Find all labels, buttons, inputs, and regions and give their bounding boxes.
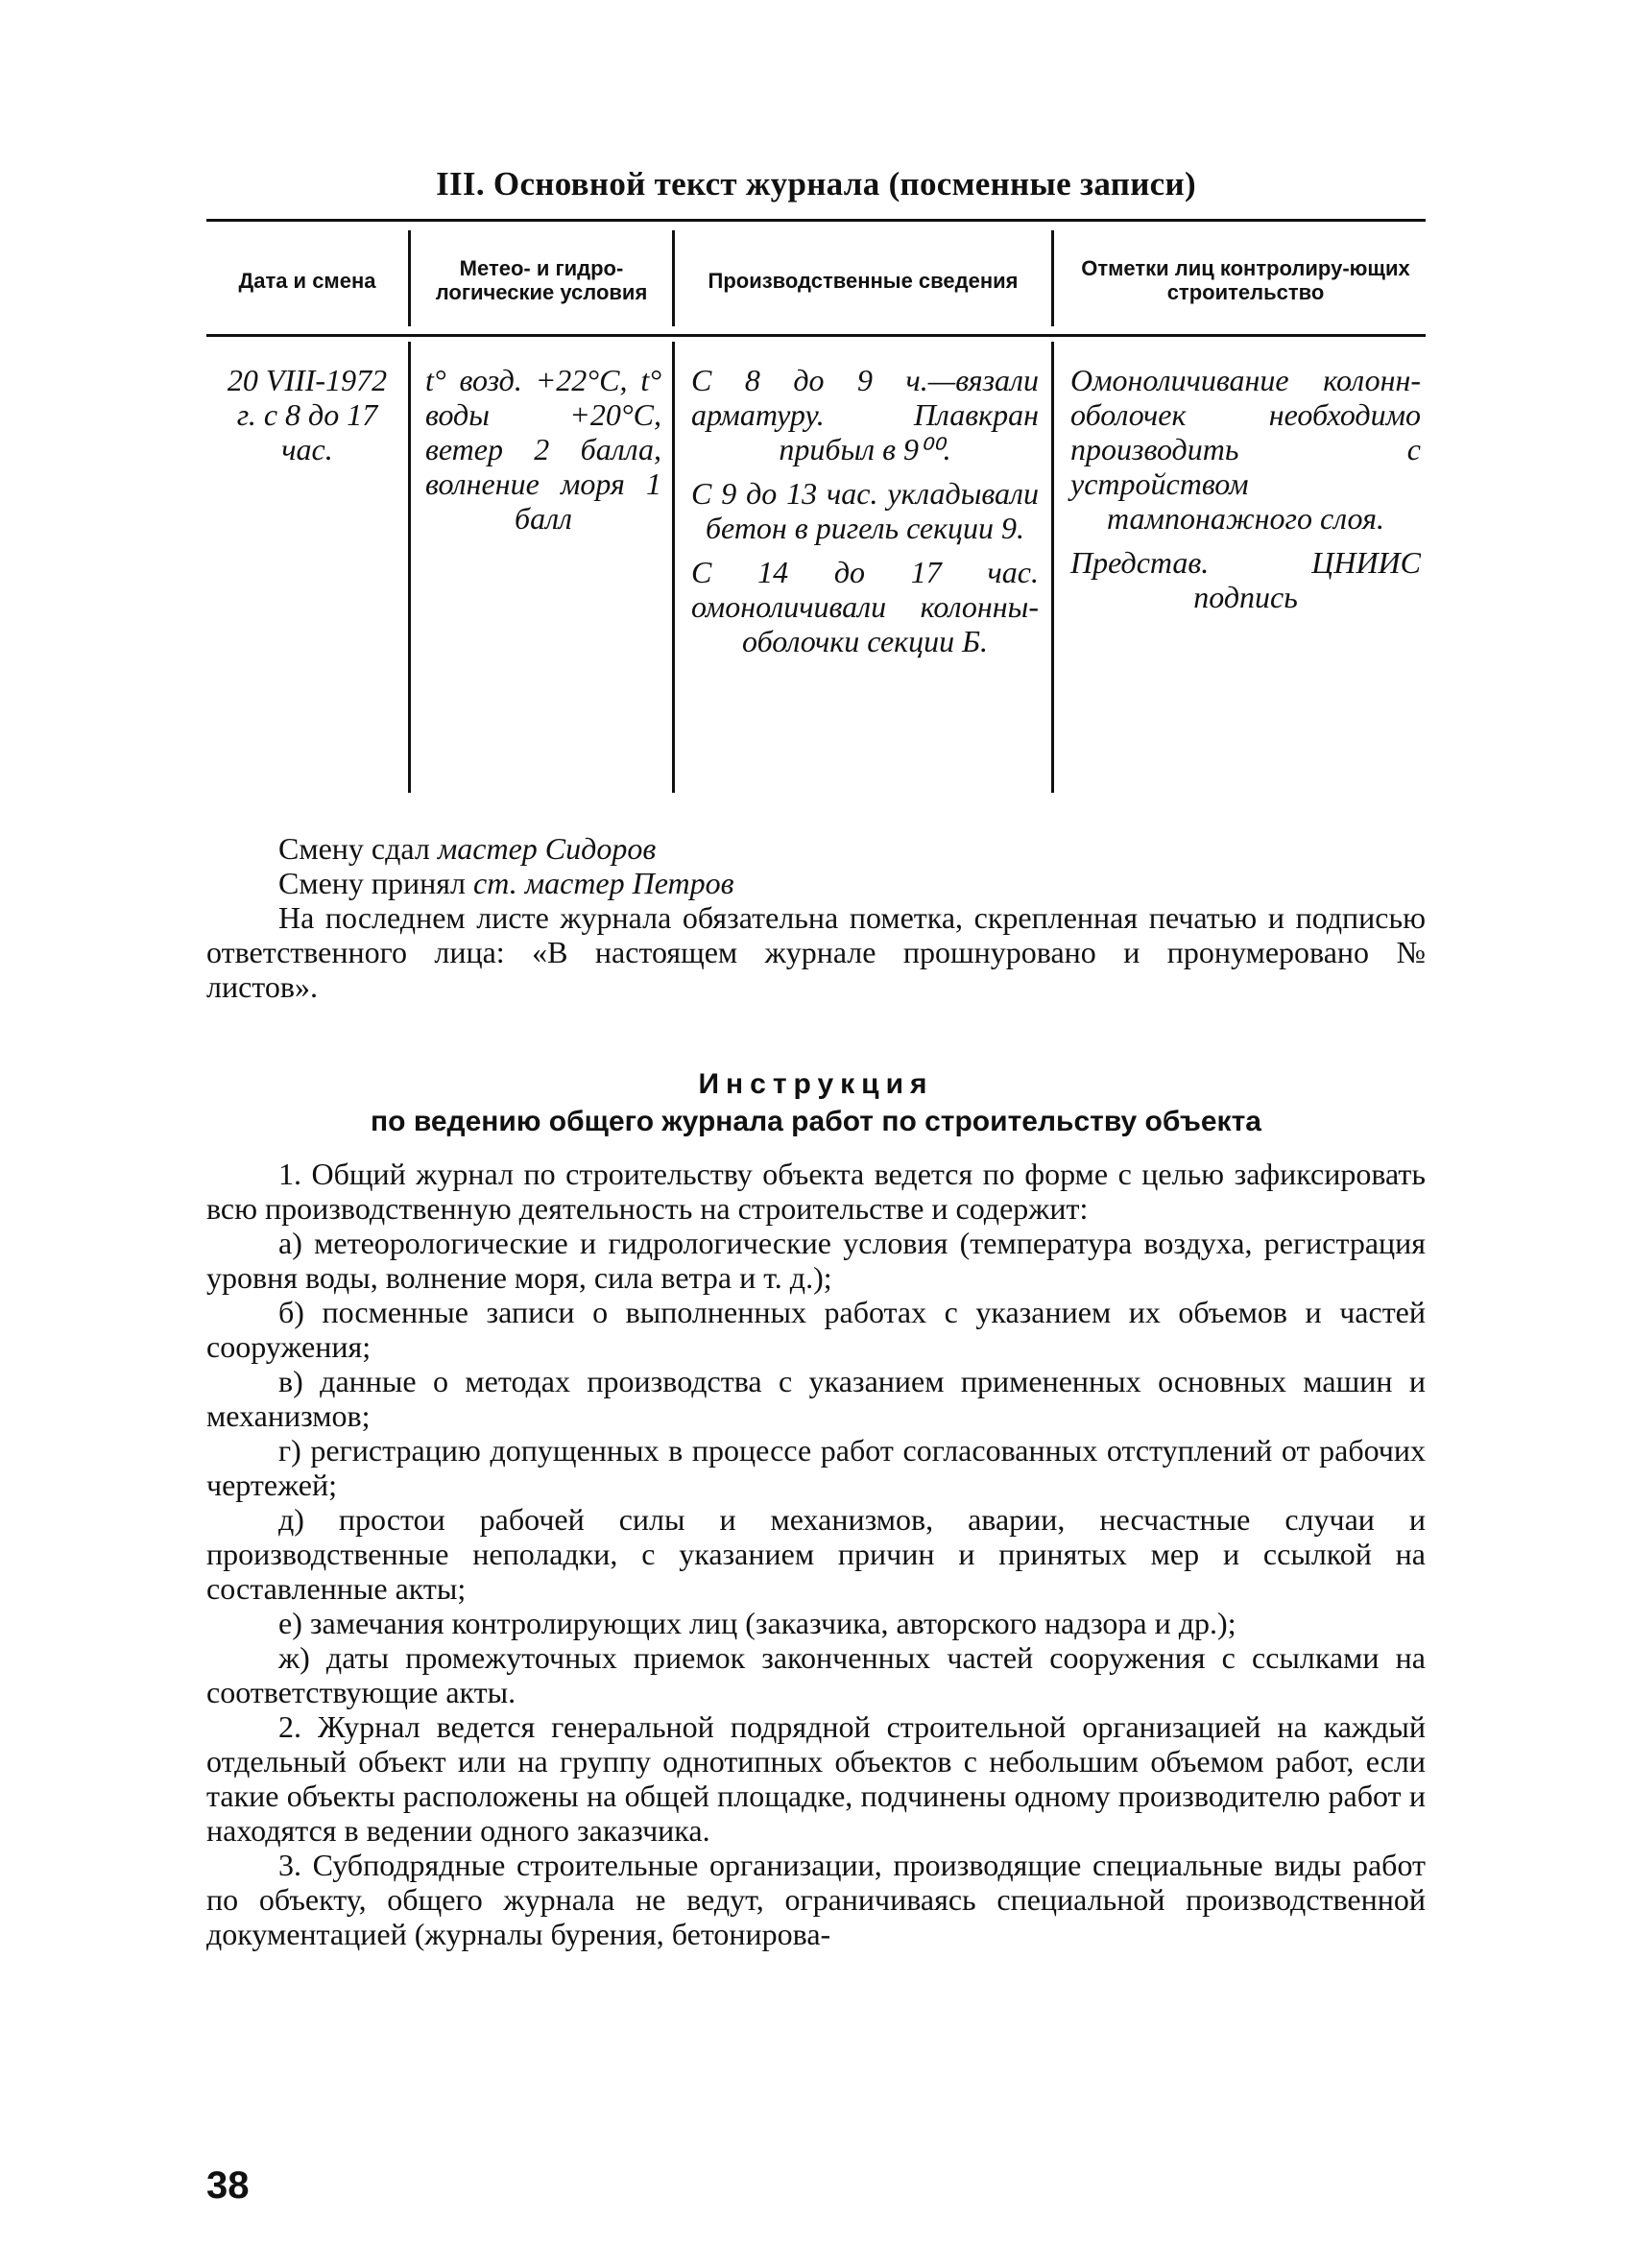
instruction-title: Инструкция [698, 1068, 934, 1100]
header-date-shift: Дата и смена [238, 268, 376, 293]
instruction-item: е) замечания контролирующих лиц (заказчика, авторского надзора и др.); [278, 1606, 1236, 1640]
instruction-item: а) метеорологические и гидрологические условия (температура воздуха, регистрация уровня воды, волнение моря, сила ветра и т. д.); [206, 1226, 1426, 1295]
header-meteo-conditions: Метео- и гидро-логические условия [435, 256, 648, 304]
production-entry: С 9 до 13 час. укладывали бетон в ригель секции 9. [691, 476, 1039, 545]
instruction-body [206, 1157, 1426, 1951]
column-divider [1051, 342, 1054, 793]
instruction-item: г) регистрацию допущенных в процессе работ согласованных отступлений от рабочих чертежей; [206, 1433, 1426, 1502]
cell-control-notes [1070, 363, 1421, 624]
cell-date-shift: 20 VIII-1972 г. с 8 до 17 час. [227, 363, 388, 466]
page-number: 38 [206, 2164, 250, 2207]
shift-accepted-by: ст. мастер Петров [472, 866, 734, 900]
instruction-paragraph: 2. Журнал ведется генеральной подрядной строительной организацией на каждый отдельный объект или на группу однотипных объектов с небольшим объемом работ, если такие объекты расположены на общей площадке, подчинены одному производителю работ и находятся в ведении одного заказчика. [206, 1709, 1426, 1848]
shift-accepted-label: Смену принял [278, 866, 466, 900]
control-signature: Представ. ЦНИИС подпись [1070, 545, 1421, 614]
header-production-info: Производственные сведения [708, 268, 1019, 293]
shift-handed-label: Смену сдал [278, 831, 430, 866]
section-title: III. Основной текст журнала (посменные записи) [436, 165, 1196, 203]
instruction-paragraph: 1. Общий журнал по строительству объекта ведется по форме с целью зафиксировать всю производственную деятельность на строительстве и содержит: [206, 1157, 1426, 1226]
instruction-subtitle: по ведению общего журнала работ по строительству объекта [371, 1106, 1261, 1137]
table-top-rule [206, 219, 1426, 222]
control-note: Омоноличивание колонн-оболочек необходимо производить с устройством тампонажного слоя. [1070, 363, 1421, 536]
instruction-item: в) данные о методах производства с указанием примененных основных машин и механизмов; [206, 1364, 1426, 1433]
cell-conditions: t° возд. +22°C, t° воды +20°C, ветер 2 балла, волнение моря 1 балл [425, 363, 661, 536]
header-control-notes: Отметки лиц контролиру-ющих строительство [1081, 256, 1410, 304]
instruction-item: б) посменные записи о выполненных работах с указанием их объемов и частей сооружения; [206, 1295, 1426, 1364]
shift-handed-by: мастер Сидоров [437, 831, 657, 866]
cell-production [691, 363, 1039, 668]
column-divider [672, 230, 675, 326]
instruction-paragraph: 3. Субподрядные строительные организации, производящие специальные виды работ по объекту, общего журнала не ведут, ограничиваясь специальной производственной документацией (журналы бурения, бетонирова- [206, 1848, 1426, 1951]
production-entry: С 14 до 17 час. омоноличивали колонны-оболочки секции Б. [691, 555, 1039, 658]
column-divider [408, 342, 411, 793]
production-entry: С 8 до 9 ч.—вязали арматуру. Плавкран прибыл в 9⁰⁰. [691, 363, 1039, 466]
instruction-item: д) простои рабочей силы и механизмов, аварии, несчастные случаи и производственные неполадки, с указанием причин и принятых мер и ссылкой на составленные акты; [206, 1502, 1426, 1606]
shift-handed-line [206, 831, 1426, 866]
table-header-rule [206, 334, 1426, 337]
column-divider [672, 342, 675, 793]
shift-accepted-line [206, 866, 1426, 900]
column-divider [408, 230, 411, 326]
instruction-item: ж) даты промежуточных приемок законченных частей сооружения с ссылками на соответствующие акты. [206, 1640, 1426, 1709]
last-sheet-note: На последнем листе журнала обязательна пометка, скрепленная печатью и подписью ответственного лица: «В настоящем журнале прошнуровано и пронумеровано № листов». [206, 900, 1495, 1004]
column-divider [1051, 230, 1054, 326]
